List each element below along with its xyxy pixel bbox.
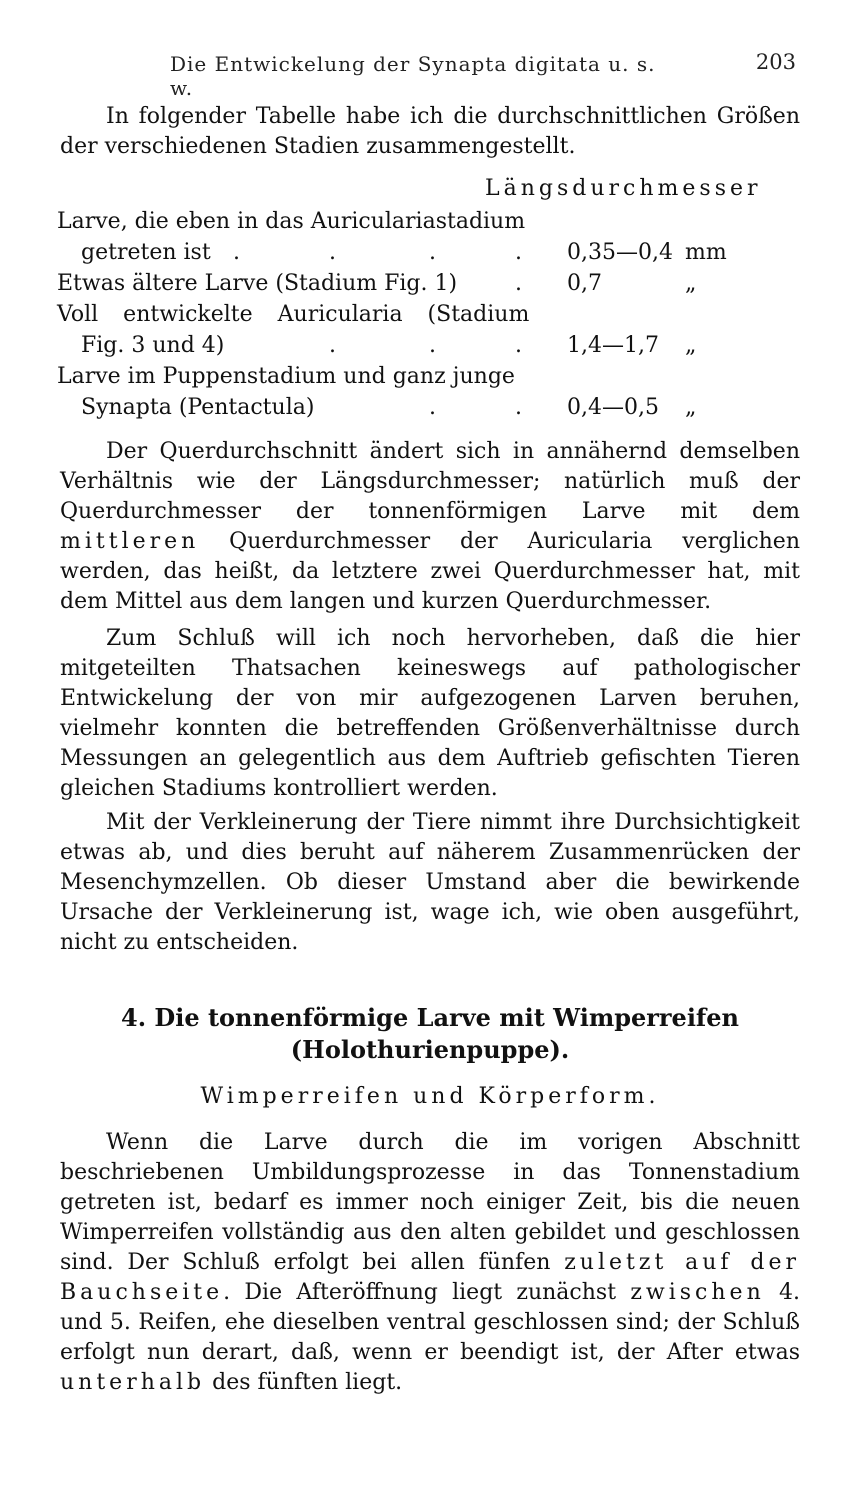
paragraph-cross-section — [60, 437, 800, 617]
row-unit: „ — [685, 271, 697, 296]
intro-text: In folgender Tabelle habe ich die durchschnittlichen Größen der verschiedenen Stadien zusammengestellt. — [60, 104, 800, 159]
row-label: Larve, die eben in das Auriculariastadium — [57, 209, 526, 234]
table-row — [57, 206, 757, 237]
table-row: getreten ist . . . . 0,35—0,4 mm — [57, 237, 757, 268]
paragraph-transparency — [60, 808, 800, 958]
row-value: 0,7 — [567, 271, 602, 296]
section-title-line: 4. Die tonnenförmige Larve mit Wimperreifen — [121, 1003, 739, 1032]
section-title-line: (Holothurienpuppe). — [290, 1035, 570, 1064]
paragraph-conclusion — [60, 624, 800, 804]
row-unit: „ — [685, 333, 697, 358]
table-column-header: Längsdurchmesser — [485, 176, 762, 201]
emphasis: zwischen — [630, 1280, 765, 1305]
paragraph-text: des fünften liegt. — [205, 1370, 403, 1395]
intro-paragraph — [60, 102, 800, 162]
row-label: Fig. 3 und 4) — [81, 333, 225, 358]
row-label: Etwas ältere Larve (Stadium Fig. 1) — [57, 271, 458, 296]
row-value: 0,35—0,4 — [567, 240, 673, 265]
paragraph-text: Zum Schluß will ich noch hervorheben, daß die hier mitgeteilten Thatsachen keineswegs auf pathologischer Entwickelung der von mir aufgezogenen Larven beruhen, vielmehr konnten die betreffenden Größenverhältnisse durch Messungen an gelegentlich aus dem Auftrieb gefischten Tieren gleichen Stadiums kontrolliert werden. — [60, 626, 800, 801]
paragraph-text: Der Querdurchschnitt ändert sich in annähernd demselben Verhältnis wie der Längsdurchmesser; natürlich muß der Querdurchmesser der tonnenförmigen Larve mit dem — [60, 439, 800, 524]
paragraph-text: Mit der Verkleinerung der Tiere nimmt ihre Durchsichtigkeit etwas ab, und dies beruht auf näherem Zusammenrücken der Mesenchymzellen. Ob dieser Umstand aber die bewirkende Ursache der Verkleinerung ist, wage ich, wie oben ausgeführt, nicht zu entscheiden. — [60, 810, 800, 955]
section-title — [0, 1002, 860, 1066]
page-number: 203 — [755, 50, 796, 74]
paragraph-text: Querdurchmesser der Auricularia verglichen werden, das heißt, da letztere zwei Querdurchmesser hat, mit dem Mittel aus dem langen und kurzen Querdurchmesser. — [60, 529, 800, 614]
table-row: Etwas ältere Larve (Stadium Fig. 1) . 0,7 „ — [57, 268, 757, 299]
row-label: Voll entwickelte Auricularia (Stadium — [57, 302, 530, 327]
subheading: Wimperreifen und Körperform. — [200, 1084, 660, 1109]
table-row: Synapta (Pentactula) . . 0,4—0,5 „ — [57, 392, 757, 423]
emphasis: zuletzt auf der Bauchseite — [60, 1250, 801, 1305]
row-label: Larve im Puppenstadium und ganz junge — [57, 364, 515, 389]
table-row: Fig. 3 und 4) . . . 1,4—1,7 „ — [57, 330, 757, 361]
emphasis: unterhalb — [60, 1370, 206, 1395]
row-unit: „ — [685, 395, 697, 420]
paragraph-text: Wenn die Larve durch die im vorigen Abschnitt beschriebenen Umbildungsprozesse in das Tonnenstadium getreten ist, bedarf es immer noch einiger Zeit, bis die neuen Wimperreifen vollständig aus den alten gebildet und geschlossen sind. Der Schluß erfolgt bei allen fünfen — [60, 1130, 800, 1275]
paragraph-text: 4. und 5. Reifen, ehe dieselben ventral geschlossen sind; der Schluß erfolgt nun derart, daß, wenn er beendigt ist, der After etwas — [60, 1280, 800, 1365]
row-unit: mm — [685, 240, 727, 265]
table-row — [57, 299, 757, 330]
paragraph-text: . Die Afteröffnung liegt zunächst — [223, 1280, 631, 1305]
row-label: getreten ist — [81, 240, 211, 265]
emphasis: mittleren — [60, 529, 200, 554]
size-table — [57, 206, 757, 423]
paragraph-wimperreifen — [60, 1128, 800, 1398]
row-value: 0,4—0,5 — [567, 395, 659, 420]
row-value: 1,4—1,7 — [567, 333, 659, 358]
table-row — [57, 361, 757, 392]
running-head: Die Entwickelung der Synapta digitata u. s. w. — [170, 52, 656, 100]
row-label: Synapta (Pentactula) — [81, 395, 315, 420]
